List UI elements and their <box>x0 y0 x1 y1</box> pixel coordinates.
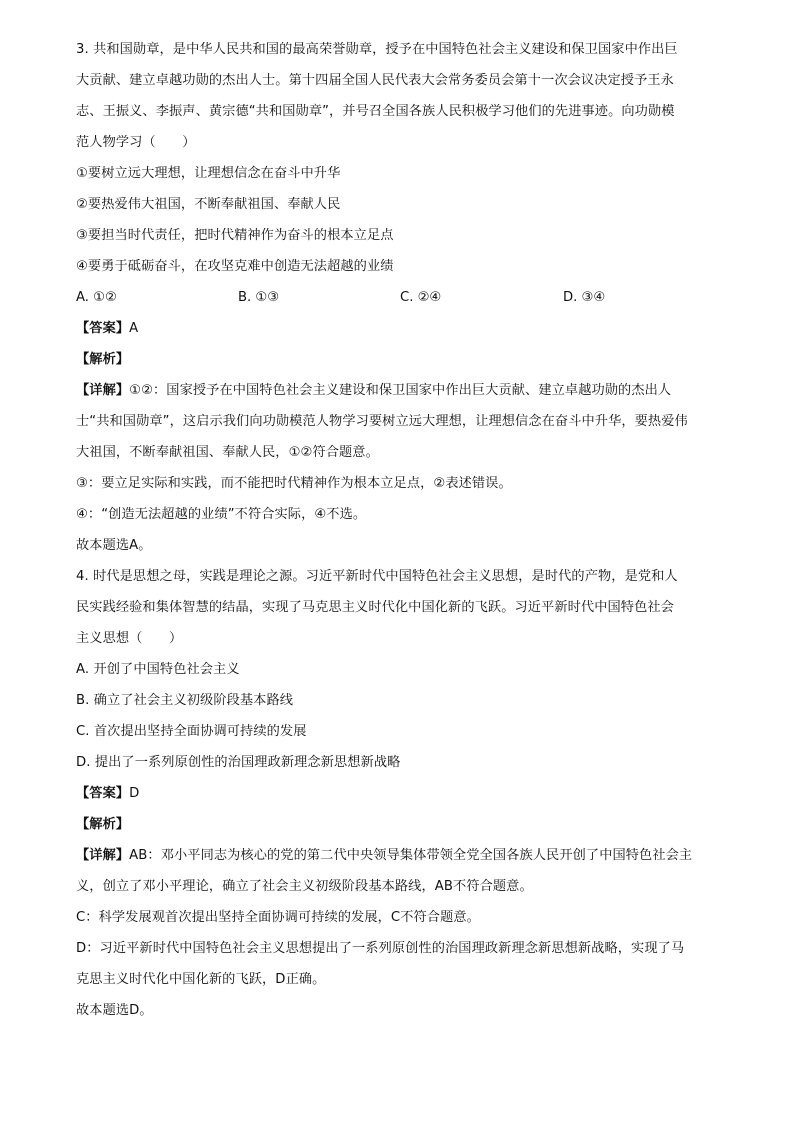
q4-detail-line-2: 义，创立了邓小平理论，确立了社会主义初级阶段基本路线，AB不符合题意。 <box>76 879 533 894</box>
q3-detail-line-4: ③：要立足实际和实践，而不能把时代精神作为根本立足点，②表述错误。 <box>76 476 512 491</box>
q4-conclusion: 故本题选D。 <box>76 1003 153 1018</box>
q3-conclusion: 故本题选A。 <box>76 538 152 553</box>
q4-detail-label: 【详解】 <box>76 848 130 863</box>
q4-answer-value: D <box>129 786 140 801</box>
q4-stem-line-1: 4. 时代是思想之母，实践是理论之源。习近平新时代中国特色社会主义思想，是时代的产物，是党和人 <box>76 569 678 584</box>
q3-analysis-label <box>76 350 129 370</box>
q3-detail-line-1 <box>76 381 671 401</box>
q4-analysis-label <box>76 815 129 835</box>
q3-detail-label: 【详解】 <box>76 383 130 398</box>
q3-analysis-label-text: 【解析】 <box>76 352 130 367</box>
q3-statement-4: ④要勇于砥砺奋斗，在攻坚克难中创造无法超越的业绩 <box>76 259 394 274</box>
q4-option-a: A. 开创了中国特色社会主义 <box>76 662 240 677</box>
q4-stem-line-2: 民实践经验和集体智慧的结晶，实现了马克思主义时代化中国化新的飞跃。习近平新时代中国特色社会 <box>76 600 674 615</box>
q4-stem-line-3: 主义思想（ ） <box>76 631 183 646</box>
q4-detail-line-1 <box>76 846 692 866</box>
q3-detail-line-5: ④：“创造无法超越的业绩”不符合实际，④不选。 <box>76 507 367 522</box>
q3-option-c: C. ②④ <box>400 290 442 305</box>
q4-answer-label: 【答案】 <box>76 786 130 801</box>
q4-detail-line-4: D：习近平新时代中国特色社会主义思想提出了一系列原创性的治国理政新理念新思想新战略，实现了马 <box>76 941 685 956</box>
q3-detail-line-2: 士“共和国勋章”，这启示我们向功勋模范人物学习要树立远大理想，让理想信念在奋斗中升华，要热爱伟 <box>76 414 688 429</box>
q3-option-a: A. ①② <box>76 290 117 305</box>
q3-stem-line-4: 范人物学习（ ） <box>76 135 196 150</box>
q4-detail-line-3: C：科学发展观首次提出坚持全面协调可持续的发展，C不符合题意。 <box>76 910 480 925</box>
q4-option-d: D. 提出了一系列原创性的治国理政新理念新思想新战略 <box>76 755 401 770</box>
q4-option-c: C. 首次提出坚持全面协调可持续的发展 <box>76 724 307 739</box>
q3-options <box>76 288 736 308</box>
q3-answer-label: 【答案】 <box>76 321 130 336</box>
q3-option-b: B. ①③ <box>238 290 280 305</box>
q4-option-b: B. 确立了社会主义初级阶段基本路线 <box>76 693 294 708</box>
q3-stem-line-3: 志、王振义、李振声、黄宗德“共和国勋章”，并号召全国各族人民积极学习他们的先进事迹。向功勋模 <box>76 104 675 119</box>
q3-answer <box>76 319 138 339</box>
q3-option-d: D. ③④ <box>563 290 606 305</box>
q4-detail-line-5: 克思主义时代化中国化新的飞跃，D正确。 <box>76 972 326 987</box>
q3-statement-2: ②要热爱伟大祖国，不断奉献祖国、奉献人民 <box>76 197 341 212</box>
q3-detail-text-1: ①②：国家授予在中国特色社会主义建设和保卫国家中作出巨大贡献、建立卓越功勋的杰出人 <box>129 383 672 398</box>
q3-detail-line-3: 大祖国，不断奉献祖国、奉献人民，①②符合题意。 <box>76 445 379 460</box>
q3-statement-3: ③要担当时代责任，把时代精神作为奋斗的根本立足点 <box>76 228 394 243</box>
q4-detail-text-1: AB：邓小平同志为核心的党的第二代中央领导集体带领全党全国各族人民开创了中国特色社会主 <box>129 848 693 863</box>
q3-statement-1: ①要树立远大理想，让理想信念在奋斗中升华 <box>76 166 341 181</box>
q4-answer <box>76 784 139 804</box>
q4-analysis-label-text: 【解析】 <box>76 817 130 832</box>
q3-stem-line-2: 大贡献、建立卓越功勋的杰出人士。第十四届全国人民代表大会常务委员会第十一次会议决定授予王永 <box>76 73 674 88</box>
q3-stem-line-1: 3. 共和国勋章，是中华人民共和国的最高荣誉勋章，授予在中国特色社会主义建设和保卫国家中作出巨 <box>76 42 678 57</box>
q3-answer-value: A <box>129 321 139 336</box>
